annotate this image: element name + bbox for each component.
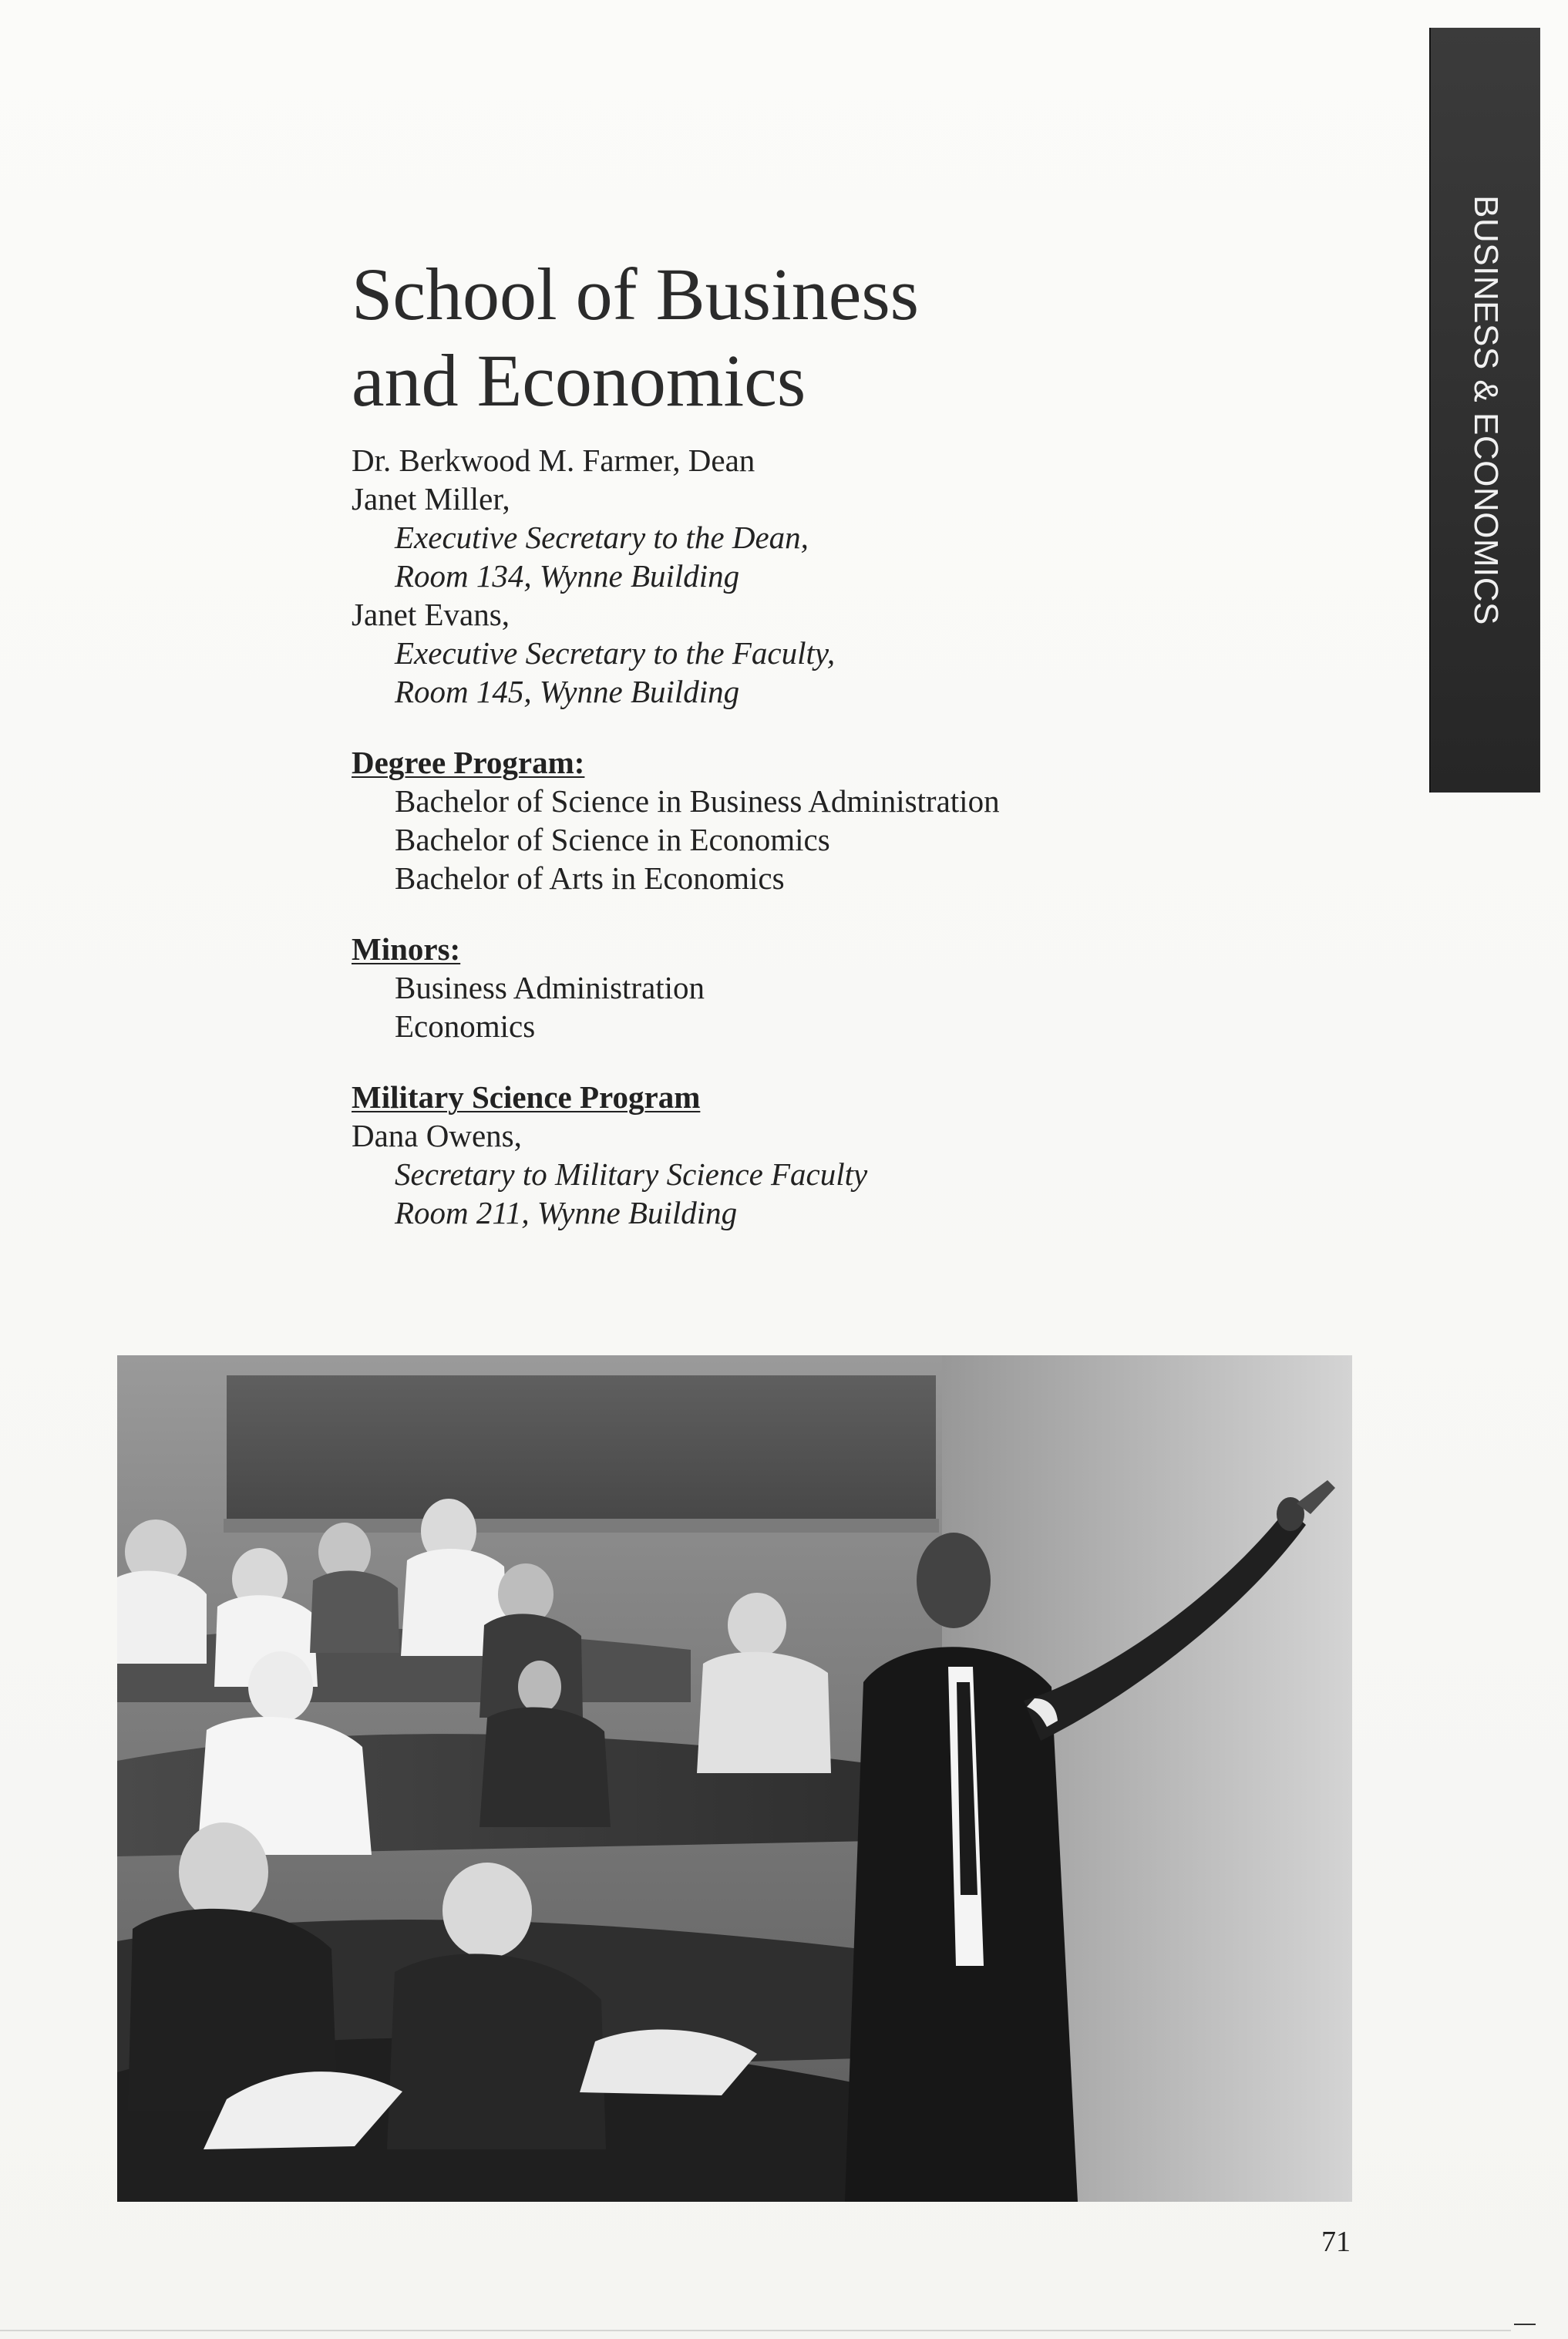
degree-program-item: Bachelor of Science in Business Administration xyxy=(395,783,1000,819)
section-gap xyxy=(352,1045,1200,1078)
military-science-title-line: Secretary to Military Science Faculty xyxy=(395,1156,868,1192)
page-title-line-1: School of Business xyxy=(352,253,920,335)
corner-dash xyxy=(1514,2324,1536,2325)
staff-name-line: Janet Miller, xyxy=(352,481,510,517)
page-number: 71 xyxy=(1321,2226,1351,2258)
degree-program-item: Bachelor of Arts in Economics xyxy=(395,860,785,896)
page-title-line-2: and Economics xyxy=(352,339,806,422)
staff-title-line: Executive Secretary to the Faculty, xyxy=(395,635,836,671)
dean-line: Dr. Berkwood M. Farmer, Dean xyxy=(352,443,755,478)
section-gap xyxy=(352,897,1200,930)
bottom-rule xyxy=(0,2330,1511,2331)
minor-item: Economics xyxy=(395,1008,536,1044)
minor-item: Business Administration xyxy=(395,970,705,1005)
staff-room-line: Room 145, Wynne Building xyxy=(395,674,740,709)
staff-title-line: Executive Secretary to the Dean, xyxy=(395,520,809,555)
military-science-name-line: Dana Owens, xyxy=(352,1118,522,1153)
staff-room-line: Room 134, Wynne Building xyxy=(395,558,740,594)
degree-program-heading: Degree Program: xyxy=(352,745,585,780)
military-science-heading: Military Science Program xyxy=(352,1079,701,1115)
section-gap xyxy=(352,711,1200,743)
directory-content xyxy=(352,441,1200,1232)
staff-name-line: Janet Evans, xyxy=(352,597,510,632)
section-tab-label: BUSINESS & ECONOMICS xyxy=(1467,195,1505,625)
page-title xyxy=(352,251,1030,424)
minors-heading: Minors: xyxy=(352,931,461,967)
classroom-photo xyxy=(117,1355,1352,2202)
degree-program-item: Bachelor of Science in Economics xyxy=(395,822,830,857)
military-science-room-line: Room 211, Wynne Building xyxy=(395,1195,738,1230)
section-tab xyxy=(1429,28,1540,793)
